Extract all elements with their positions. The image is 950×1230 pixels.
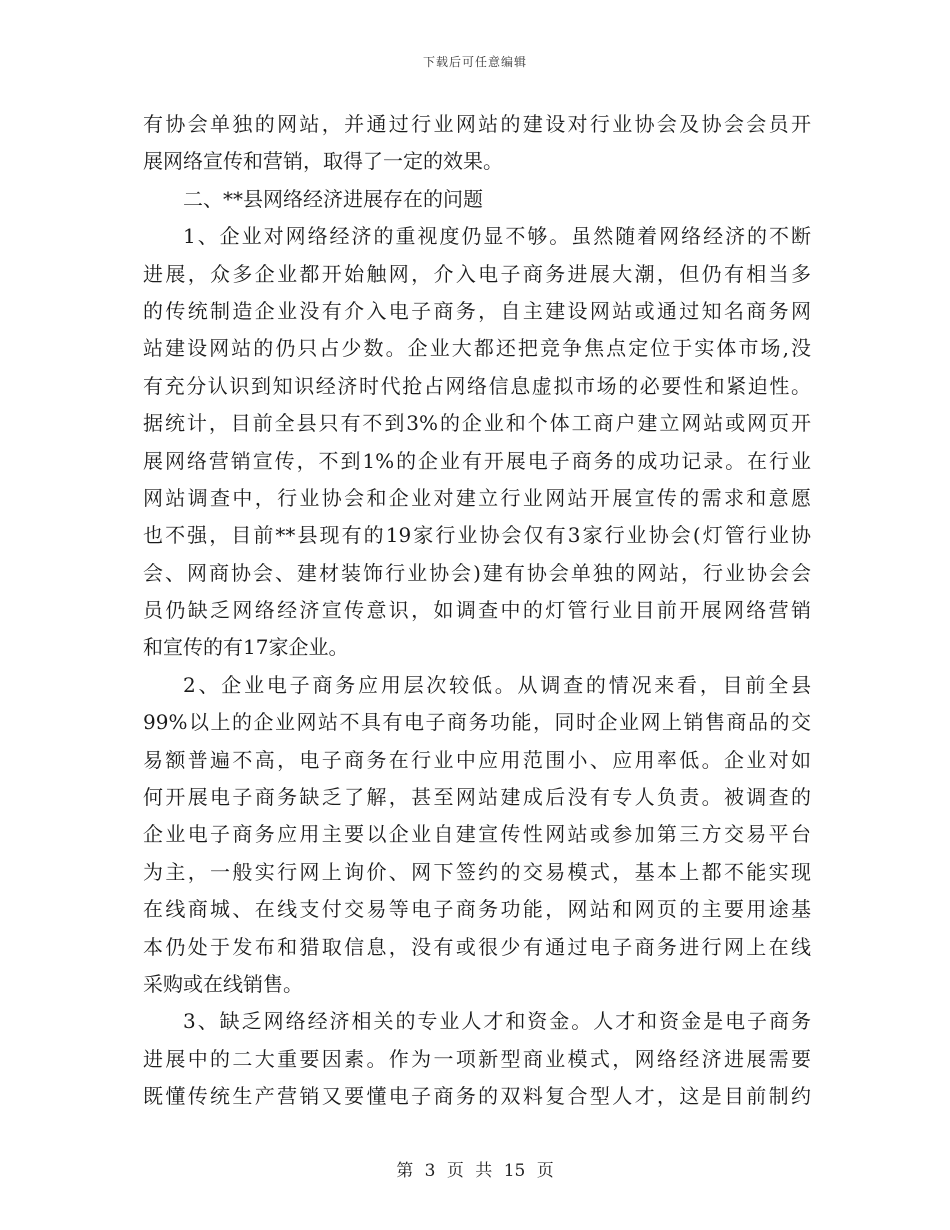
text-line: 也不强，目前**县现有的19家行业协会仅有3家行业协会(灯管行业协 [143, 523, 811, 548]
text-line: 2、企业电子商务应用层次较低。从调查的情况来看，目前全县 [183, 672, 811, 697]
text-line: 易额普遍不高，电子商务在行业中应用范围小、应用率低。企业对如 [143, 747, 811, 772]
text-line: 采购或在线销售。 [143, 971, 303, 996]
text-line: 站建设网站的仍只占少数。企业大都还把竞争焦点定位于实体市场,没 [143, 336, 811, 361]
page-footer: 第 3 页 共 15 页 [396, 1161, 554, 1181]
text-line: 展网络营销宣传，不到1%的企业有开展电子商务的成功记录。在行业 [143, 448, 811, 473]
page-header: 下载后可任意编辑 [422, 55, 527, 69]
text-line: 据统计，目前全县只有不到3%的企业和个体工商户建立网站或网页开 [143, 411, 811, 436]
text-line: 1、企业对网络经济的重视度仍显不够。虽然随着网络经济的不断 [183, 224, 811, 249]
text-line: 网站调查中，行业协会和企业对建立行业网站开展宣传的需求和意愿 [143, 485, 811, 510]
text-line: 有协会单独的网站，并通过行业网站的建设对行业协会及协会会员开 [143, 112, 811, 136]
text-line: 的传统制造企业没有介入电子商务，自主建设网站或通过知名商务网 [143, 298, 811, 323]
text-line: 企业电子商务应用主要以企业自建宣传性网站或参加第三方交易平台 [143, 822, 811, 847]
text-line: 进展中的二大重要因素。作为一项新型商业模式，网络经济进展需要 [143, 1046, 811, 1071]
text-line: 有充分认识到知识经济时代抢占网络信息虚拟市场的必要性和紧迫性。 [143, 373, 811, 398]
text-line: 员仍缺乏网络经济宣传意识，如调查中的灯管行业目前开展网络营销 [143, 598, 811, 623]
text-line: 展网络宣传和营销，取得了一定的效果。 [143, 149, 503, 174]
text-line: 99%以上的企业网站不具有电子商务功能，同时企业网上销售商品的交 [143, 710, 811, 735]
text-line: 本仍处于发布和猎取信息，没有或很少有通过电子商务进行网上在线 [143, 934, 811, 959]
text-line: 为主，一般实行网上询价、网下签约的交易模式，基本上都不能实现 [143, 859, 811, 884]
text-line: 和宣传的有17家企业。 [143, 635, 349, 660]
document-body [143, 106, 811, 1116]
text-line: 进展，众多企业都开始触网，介入电子商务进展大潮，但仍有相当多 [143, 261, 811, 286]
text-line: 3、缺乏网络经济相关的专业人才和资金。人才和资金是电子商务 [183, 1009, 811, 1034]
text-line: 既懂传统生产营销又要懂电子商务的双料复合型人才，这是目前制约 [143, 1084, 811, 1109]
text-line: 在线商城、在线支付交易等电子商务功能，网站和网页的主要用途基 [143, 897, 811, 922]
text-line: 会、网商协会、建材装饰行业协会)建有协会单独的网站，行业协会会 [143, 560, 811, 585]
text-line: 何开展电子商务缺乏了解，甚至网站建成后没有专人负责。被调查的 [143, 785, 811, 810]
text-line: 二、**县网络经济进展存在的问题 [183, 186, 483, 211]
